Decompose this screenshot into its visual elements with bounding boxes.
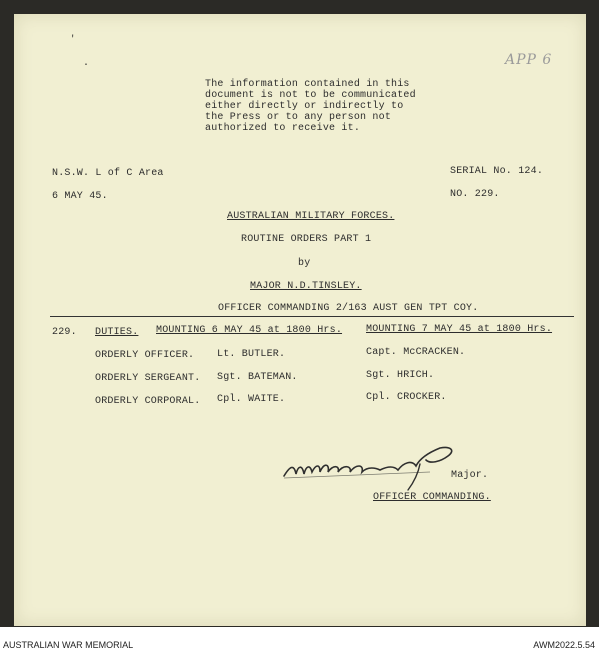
order-number: NO. 229. <box>450 189 500 200</box>
duty-second: Capt. McCRACKEN. <box>366 347 466 358</box>
mounting-first: MOUNTING 6 MAY 45 at 1800 Hrs. <box>156 325 343 336</box>
forces-heading: AUSTRALIAN MILITARY FORCES. <box>227 211 395 222</box>
stray-mark: · <box>83 60 90 71</box>
duty-first: Lt. BUTLER. <box>217 349 286 360</box>
orders-heading: ROUTINE ORDERS PART 1 <box>241 234 372 245</box>
duty-role: ORDERLY CORPORAL. <box>95 396 201 407</box>
duty-second: Cpl. CROCKER. <box>366 392 447 403</box>
duties-heading: DUTIES. <box>95 327 139 338</box>
notice-line: the Press or to any person not <box>205 112 392 123</box>
issuing-officer: MAJOR N.D.TINSLEY. <box>250 281 362 292</box>
by-line: by <box>298 258 311 269</box>
serial-number: SERIAL No. 124. <box>450 166 544 177</box>
notice-line: The information contained in this <box>205 79 410 90</box>
notice-line: authorized to receive it. <box>205 123 361 134</box>
duty-role: ORDERLY OFFICER. <box>95 350 195 361</box>
divider-rule <box>50 316 574 317</box>
archive-footer <box>0 627 599 653</box>
handwritten-annotation: APP 6 <box>505 52 553 68</box>
mounting-second: MOUNTING 7 MAY 45 at 1800 Hrs. <box>366 324 553 335</box>
stray-mark: ' <box>70 34 76 44</box>
command-line: OFFICER COMMANDING 2/163 AUST GEN TPT COY. <box>218 303 479 314</box>
archive-name: AUSTRALIAN WAR MEMORIAL <box>3 640 134 650</box>
item-number: 229. <box>52 327 77 338</box>
area-label: N.S.W. L of C Area <box>52 168 164 179</box>
duty-first: Sgt. BATEMAN. <box>217 372 298 383</box>
signatory-rank: Major. <box>451 470 489 481</box>
signatory-title: OFFICER COMMANDING. <box>373 492 491 503</box>
archive-reference: AWM2022.5.54 <box>533 640 595 650</box>
notice-line: document is not to be communicated <box>205 90 416 101</box>
duty-second: Sgt. HRICH. <box>366 370 435 381</box>
duty-role: ORDERLY SERGEANT. <box>95 373 201 384</box>
duty-first: Cpl. WAITE. <box>217 394 286 405</box>
notice-line: either directly or indirectly to <box>205 101 404 112</box>
order-date: 6 MAY 45. <box>52 191 108 202</box>
